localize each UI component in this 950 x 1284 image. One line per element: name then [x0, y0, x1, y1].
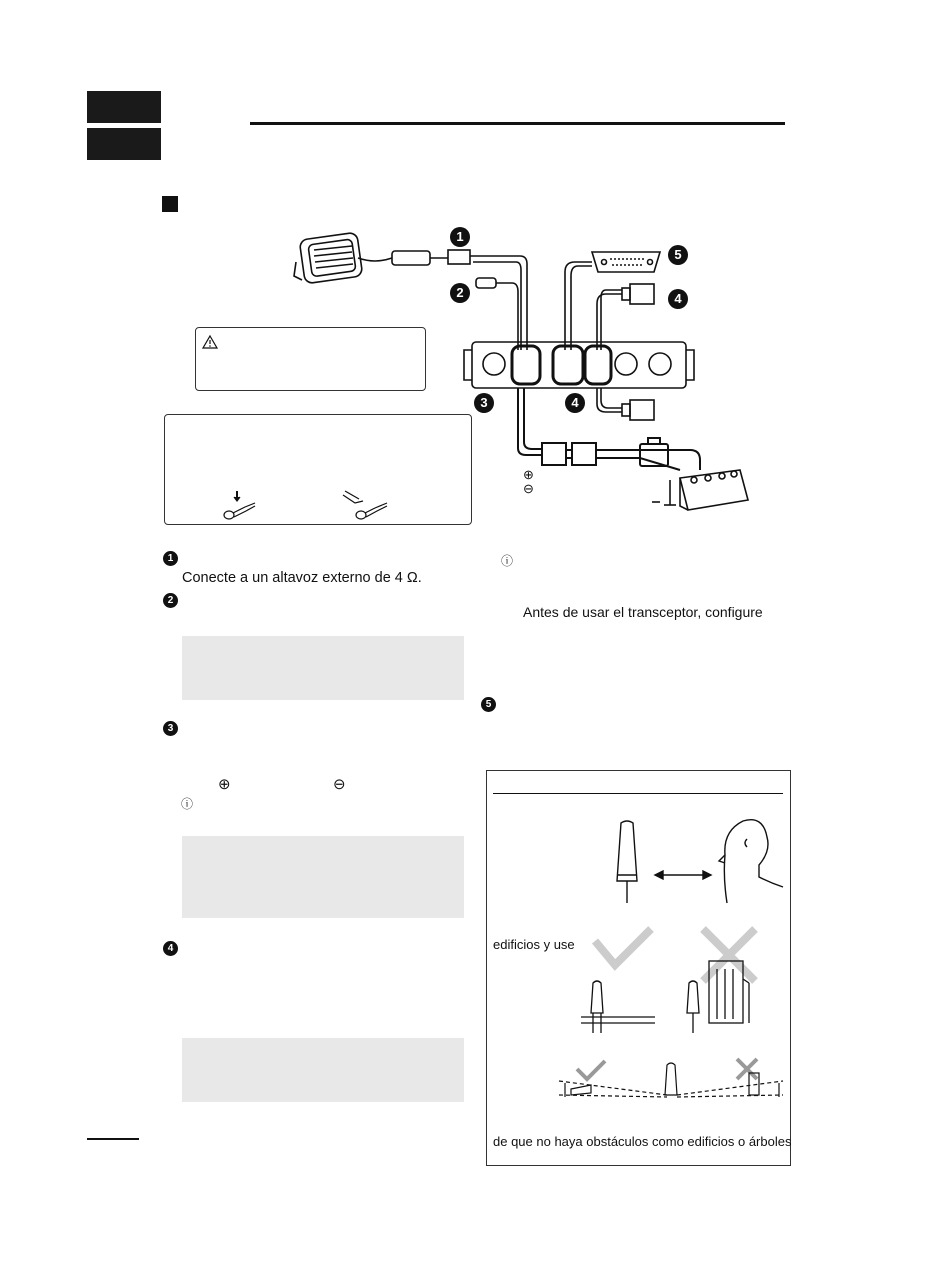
antenna-center-icon — [665, 1063, 677, 1095]
callout-4-top: 4 — [668, 289, 688, 309]
cross-mark-small-icon — [737, 1059, 757, 1079]
right-text-configure: Antes de usar el transceptor, configure — [523, 604, 763, 620]
step-2-note — [182, 636, 464, 700]
callout-5: 5 — [668, 245, 688, 265]
step-2-marker: 2 — [163, 593, 178, 608]
step-5-marker: 5 — [481, 697, 496, 712]
battery-illustration — [652, 470, 748, 510]
callout-1: 1 — [450, 227, 470, 247]
data-connector-top — [597, 284, 654, 350]
plus-symbol: ⊕ — [523, 467, 534, 482]
step-3-info-icon: ⓘ — [181, 797, 194, 811]
step-3-note — [182, 836, 464, 918]
antenna-icon — [617, 821, 637, 903]
step-4-marker: 4 — [163, 941, 178, 956]
panel-rule — [493, 793, 783, 794]
crimp-terminal-illustration — [215, 489, 515, 529]
power-cable — [518, 388, 700, 470]
transceiver-rear-panel — [464, 342, 694, 388]
panel-text-buildings: edificios y use — [493, 937, 575, 952]
antenna-distance-illustration — [487, 817, 787, 917]
terminal-note-box — [164, 414, 472, 525]
antenna-placement-illustration — [487, 929, 787, 1059]
warning-icon — [202, 335, 218, 349]
panel-text-obstacles: de que no haya obstáculos como edificios o árboles — [493, 1134, 792, 1149]
warning-box — [195, 327, 426, 391]
double-arrow-icon — [655, 871, 711, 879]
minus-symbol: ⊖ — [523, 481, 534, 496]
antenna-building-bad — [687, 961, 749, 1033]
step-4-note — [182, 1038, 464, 1102]
step-1-marker: 1 — [163, 551, 178, 566]
step-3-plus: ⊕ — [218, 776, 231, 793]
callout-2: 2 — [450, 283, 470, 303]
footer-rule — [87, 1138, 139, 1140]
cross-mark-icon — [703, 929, 755, 981]
check-mark-small-icon — [577, 1061, 605, 1079]
check-mark-icon — [595, 929, 651, 965]
right-info-icon: ⓘ — [501, 554, 514, 568]
step-3-minus: ⊖ — [333, 776, 346, 793]
wiring-illustration — [0, 0, 950, 560]
antenna-horizon-illustration — [487, 1055, 787, 1115]
callout-4-bottom: 4 — [565, 393, 585, 413]
jack-plug-2 — [476, 278, 518, 350]
accessory-connector — [565, 252, 660, 350]
antenna-roof-good — [581, 981, 655, 1033]
callout-3: 3 — [474, 393, 494, 413]
person-head-icon — [719, 820, 783, 903]
data-connector-bottom — [597, 388, 654, 420]
step-1-text: Conecte a un altavoz externo de 4 Ω. — [182, 570, 422, 586]
step-3-marker: 3 — [163, 721, 178, 736]
antenna-panel — [486, 770, 791, 1166]
